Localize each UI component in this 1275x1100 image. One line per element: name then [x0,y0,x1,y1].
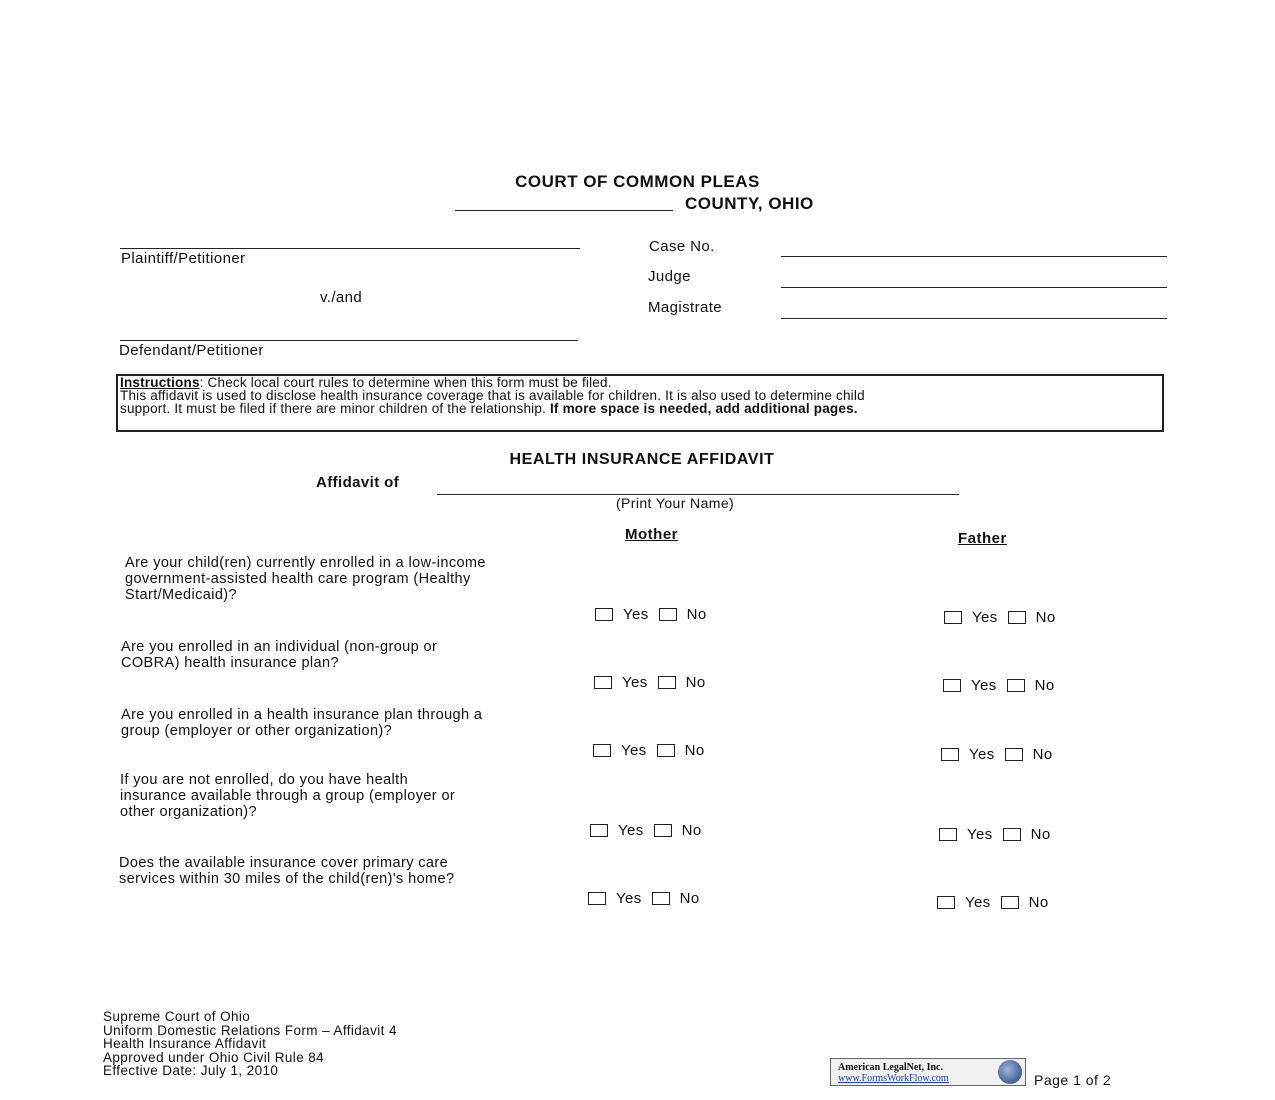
mother-q2-yes-checkbox[interactable] [594,676,612,689]
father-answer-q3 [941,746,1053,763]
father-q2-no-checkbox[interactable] [1007,679,1025,692]
footer-line-5: Effective Date: July 1, 2010 [103,1063,279,1079]
mother-q2-no-checkbox[interactable] [658,676,676,689]
father-q3-yes-checkbox[interactable] [941,748,959,761]
instructions-text-3: support. It must be filed if there are minor children of the relationship. [120,401,547,416]
county-label: COUNTY, OHIO [685,194,814,213]
footer-line-1: Supreme Court of Ohio [103,1009,251,1024]
mother-answer-q5 [588,890,700,907]
court-title: COURT OF COMMON PLEAS [515,172,760,191]
vs-label: v./and [320,289,363,306]
no-label: No [1035,609,1056,626]
yes-label: Yes [965,894,991,911]
americanlegalnet-logo[interactable] [830,1058,1026,1086]
mother-q4-no-checkbox[interactable] [654,824,672,837]
father-column-header: Father [958,530,1007,547]
footer-line-4: Approved under Ohio Civil Rule 84 [103,1049,325,1065]
question-text: If you are not enrolled, do you have health insurance available through a group (employer or other organization)? [120,772,456,820]
no-label: No [1032,746,1053,763]
yes-label: Yes [618,822,644,839]
judge-field[interactable] [781,287,1167,288]
yes-label: Yes [971,677,997,694]
globe-icon [998,1060,1022,1084]
no-label: No [1028,894,1049,911]
magistrate-field[interactable] [781,318,1167,319]
mother-answer-q3 [593,742,705,759]
plaintiff-label: Plaintiff/Petitioner [121,250,246,267]
mother-answer-q2 [594,674,706,691]
father-answer-q5 [937,894,1049,911]
page-number: Page 1 of 2 [1034,1072,1112,1088]
yes-label: Yes [623,606,649,623]
defendant-label: Defendant/Petitioner [119,342,264,359]
form-title: HEALTH INSURANCE AFFIDAVIT [509,451,775,468]
question-text: Are you enrolled in an individual (non-group or COBRA) health insurance plan? [121,639,438,671]
plaintiff-line[interactable] [120,248,580,249]
no-label: No [681,822,702,839]
yes-label: Yes [972,609,998,626]
mother-q5-yes-checkbox[interactable] [588,892,606,905]
mother-q1-no-checkbox[interactable] [659,608,677,621]
footer-line-2: Uniform Domestic Relations Form – Affidavit 4 [103,1022,397,1038]
father-answer-q1 [944,609,1056,626]
mother-answer-q1 [595,606,707,623]
logo-company-name: American LegalNet, Inc. [838,1062,943,1073]
no-label: No [679,890,700,907]
father-q1-no-checkbox[interactable] [1008,611,1026,624]
print-name-hint: (Print Your Name) [616,495,735,511]
yes-label: Yes [622,674,648,691]
no-label: No [686,606,707,623]
case-no-field[interactable] [781,256,1167,257]
mother-answer-q4 [590,822,702,839]
defendant-line[interactable] [120,340,578,341]
instructions-line-2: This affidavit is used to disclose health insurance coverage that is available for children. It is also used to determine child [120,388,865,403]
father-q3-no-checkbox[interactable] [1005,748,1023,761]
form-footer [103,1010,397,1078]
mother-q3-yes-checkbox[interactable] [593,744,611,757]
county-heading [455,194,814,214]
question-text: Are you enrolled in a health insurance plan through a group (employer or other organization)? [121,707,483,739]
yes-label: Yes [969,746,995,763]
mother-q3-no-checkbox[interactable] [657,744,675,757]
no-label: No [1030,826,1051,843]
affidavit-of-label: Affidavit of [316,474,400,491]
yes-label: Yes [616,890,642,907]
county-blank[interactable] [455,210,673,211]
instructions-bold-note: If more space is needed, add additional pages. [549,401,858,416]
father-q5-yes-checkbox[interactable] [937,896,955,909]
yes-label: Yes [967,826,993,843]
father-q2-yes-checkbox[interactable] [943,679,961,692]
logo-link[interactable]: www.FormsWorkFlow.com [838,1073,949,1084]
footer-line-3: Health Insurance Affidavit [103,1036,267,1052]
father-q1-yes-checkbox[interactable] [944,611,962,624]
mother-column-header: Mother [625,526,678,543]
case-no-label: Case No. [649,238,715,255]
instructions-line-3 [120,402,1158,415]
no-label: No [685,674,706,691]
father-q4-no-checkbox[interactable] [1003,828,1021,841]
father-q4-yes-checkbox[interactable] [939,828,957,841]
judge-label: Judge [648,268,691,285]
question-text: Does the available insurance cover primary care services within 30 miles of the child(ren)'s home? [119,855,455,887]
mother-q4-yes-checkbox[interactable] [590,824,608,837]
mother-q5-no-checkbox[interactable] [652,892,670,905]
instructions-text-1: : Check local court rules to determine when this form must be filed. [199,375,612,390]
magistrate-label: Magistrate [648,299,723,316]
father-q5-no-checkbox[interactable] [1001,896,1019,909]
father-answer-q2 [943,677,1055,694]
father-answer-q4 [939,826,1051,843]
yes-label: Yes [621,742,647,759]
no-label: No [1034,677,1055,694]
question-text: Are your child(ren) currently enrolled in a low-income government-assisted health care program (Healthy Start/Medicaid)? [125,555,486,603]
instructions-heading: Instructions [120,375,200,390]
mother-q1-yes-checkbox[interactable] [595,608,613,621]
instructions-box [116,374,1164,432]
no-label: No [684,742,705,759]
